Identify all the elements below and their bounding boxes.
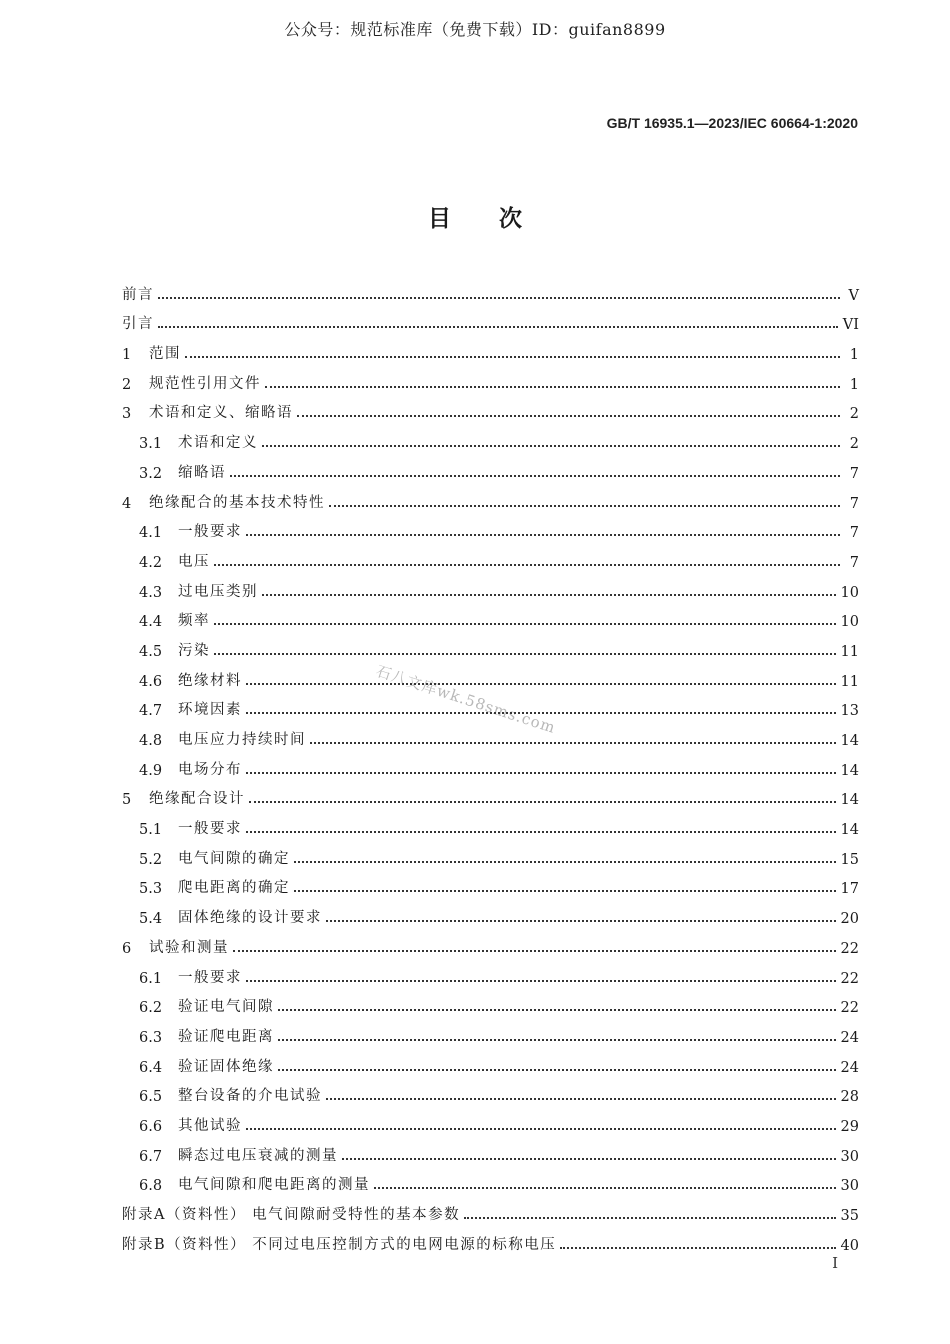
toc-entry-number: 4.5 — [139, 643, 163, 660]
toc-entry[interactable] — [122, 987, 859, 1017]
toc-leader-dots — [262, 593, 836, 596]
toc-entry[interactable] — [122, 957, 859, 987]
toc-entry-label: 前言 — [122, 286, 154, 303]
toc-entry-number: 2 — [122, 376, 132, 393]
toc-entry-number: 6.8 — [139, 1178, 163, 1195]
toc-entry-label: 爬电距离的确定 — [178, 880, 290, 897]
toc-entry[interactable] — [122, 1135, 859, 1165]
toc-entry-label: 过电压类别 — [178, 583, 258, 600]
toc-leader-dots — [158, 296, 840, 299]
toc-entry[interactable] — [122, 422, 859, 452]
toc-entry-page: 1 — [849, 376, 859, 393]
toc-entry[interactable] — [122, 1076, 859, 1106]
toc-leader-dots — [326, 1097, 836, 1100]
toc-entry-label: 电气间隙的确定 — [178, 850, 290, 867]
toc-entry-label: 整台设备的介电试验 — [178, 1088, 322, 1105]
toc-entry-number: 6.7 — [139, 1148, 163, 1165]
toc-leader-dots — [214, 652, 836, 655]
toc-leader-dots — [233, 949, 836, 952]
toc-leader-dots — [158, 325, 838, 328]
toc-entry[interactable] — [122, 393, 859, 423]
toc-entry-page: 10 — [840, 614, 859, 631]
toc-entry-page: 15 — [840, 851, 859, 868]
toc-entry-number: 5.4 — [139, 911, 163, 928]
toc-entry-page: 24 — [840, 1059, 859, 1076]
toc-leader-dots — [297, 414, 840, 417]
toc-leader-dots — [246, 682, 836, 685]
toc-entry-page: 30 — [840, 1148, 859, 1165]
toc-entry-label: 附录A（资料性） 电气间隙耐受特性的基本参数 — [122, 1207, 461, 1223]
toc-entry-page: 29 — [840, 1118, 859, 1135]
toc-entry[interactable] — [122, 1194, 859, 1224]
toc-entry-label: 术语和定义、缩略语 — [149, 405, 293, 422]
toc-entry-page: 7 — [849, 554, 859, 571]
toc-entry-number: 4.8 — [139, 733, 163, 749]
standard-code: GB/T 16935.1—2023/IEC 60664-1:2020 — [606, 115, 858, 131]
toc-entry[interactable] — [122, 1046, 859, 1076]
toc-entry-number: 6 — [122, 940, 132, 957]
toc-leader-dots — [374, 1186, 836, 1189]
toc-entry-label: 电场分布 — [178, 761, 242, 778]
toc-entry-page: VI — [842, 317, 859, 334]
toc-entry[interactable] — [122, 274, 859, 304]
toc-entry-number: 4.2 — [139, 554, 163, 571]
watermark: 石八文库wk.58sms.com — [373, 661, 559, 738]
toc-entry-page: 7 — [849, 465, 859, 482]
toc-entry-number: 5.3 — [139, 881, 163, 898]
toc-leader-dots — [265, 385, 840, 388]
toc-entry-page: 7 — [849, 495, 859, 512]
toc-entry-number: 6.1 — [139, 970, 163, 987]
toc-leader-dots — [214, 563, 840, 566]
toc-entry-number: 6.2 — [139, 1000, 163, 1017]
toc-entry-page: 35 — [840, 1208, 859, 1224]
toc-leader-dots — [329, 504, 840, 507]
toc-entry-page: 11 — [840, 643, 859, 660]
page-title: 目次 — [428, 206, 570, 232]
toc-leader-dots — [278, 1008, 836, 1011]
toc-entry[interactable] — [122, 601, 859, 631]
toc-entry-page: 2 — [849, 406, 859, 423]
toc-entry-page: 11 — [840, 673, 859, 690]
toc-entry[interactable] — [122, 363, 859, 393]
toc-entry-page: 22 — [840, 970, 859, 987]
toc-entry-page: 40 — [840, 1237, 859, 1254]
toc-leader-dots — [294, 889, 836, 892]
toc-leader-dots — [246, 533, 840, 536]
toc-entry-label: 污染 — [178, 642, 210, 659]
toc-entry-label: 验证爬电距离 — [178, 1028, 274, 1045]
toc-entry-page: 30 — [840, 1178, 859, 1195]
toc-entry-number: 6.3 — [139, 1029, 163, 1046]
toc-entry-page: 22 — [840, 1000, 859, 1017]
toc-entry-label: 术语和定义 — [178, 435, 258, 452]
toc-leader-dots — [246, 1127, 836, 1130]
toc-leader-dots — [464, 1216, 835, 1219]
toc-leader-dots — [230, 474, 840, 477]
toc-entry-label: 一般要求 — [178, 969, 242, 986]
toc-entry-page: 17 — [840, 881, 859, 898]
toc-entry[interactable] — [122, 1105, 859, 1135]
toc-entry-page: 2 — [849, 436, 859, 453]
toc-entry[interactable] — [122, 660, 859, 690]
toc-leader-dots — [214, 622, 836, 625]
toc-entry[interactable] — [122, 1165, 859, 1195]
table-of-contents — [122, 274, 859, 1254]
toc-entry-page: 14 — [840, 822, 859, 839]
toc-leader-dots — [246, 979, 836, 982]
toc-leader-dots — [560, 1246, 835, 1249]
toc-entry-label: 绝缘配合设计 — [149, 791, 245, 808]
toc-entry-label: 环境因素 — [178, 702, 242, 719]
toc-leader-dots — [278, 1038, 836, 1041]
toc-entry-number: 4.3 — [139, 584, 163, 601]
toc-entry-label: 电气间隙和爬电距离的测量 — [178, 1177, 370, 1194]
toc-leader-dots — [249, 800, 836, 803]
toc-entry-label: 附录B（资料性） 不同过电压控制方式的电网电源的标称电压 — [122, 1236, 557, 1253]
toc-leader-dots — [185, 355, 840, 358]
toc-entry-label: 电压应力持续时间 — [178, 732, 306, 748]
toc-entry[interactable] — [122, 1016, 859, 1046]
header-note: 公众号：规范标准库（免费下载）ID：guifan8899 — [284, 20, 666, 39]
toc-entry-label: 范围 — [149, 346, 181, 363]
toc-entry-page: 14 — [840, 762, 859, 779]
toc-entry[interactable] — [122, 512, 859, 542]
toc-entry-label: 规范性引用文件 — [149, 375, 261, 392]
toc-entry-label: 缩略语 — [178, 464, 226, 481]
toc-entry-number: 4.1 — [139, 525, 163, 542]
toc-entry-number: 3.2 — [139, 465, 163, 482]
toc-entry-page: 1 — [849, 347, 859, 364]
toc-entry[interactable] — [122, 749, 859, 779]
toc-leader-dots — [326, 919, 836, 922]
toc-entry-page: 10 — [840, 584, 859, 601]
toc-entry-label: 瞬态过电压衰减的测量 — [178, 1147, 338, 1164]
toc-entry[interactable] — [122, 1224, 859, 1254]
toc-leader-dots — [294, 860, 836, 863]
toc-entry[interactable] — [122, 838, 859, 868]
toc-entry[interactable] — [122, 304, 859, 334]
toc-entry-label: 验证固体绝缘 — [178, 1058, 274, 1075]
toc-entry-number: 1 — [122, 347, 132, 364]
toc-entry[interactable] — [122, 719, 859, 749]
toc-entry[interactable] — [122, 897, 859, 927]
toc-entry-label: 频率 — [178, 613, 210, 630]
page-number: I — [832, 1254, 838, 1272]
toc-entry[interactable] — [122, 808, 859, 838]
toc-entry-label: 电压 — [178, 553, 210, 570]
toc-entry-label: 试验和测量 — [149, 939, 229, 956]
toc-entry[interactable] — [122, 452, 859, 482]
toc-entry[interactable] — [122, 927, 859, 957]
toc-entry[interactable] — [122, 571, 859, 601]
toc-entry[interactable] — [122, 630, 859, 660]
toc-entry-number: 4 — [122, 495, 132, 512]
toc-leader-dots — [278, 1068, 836, 1071]
toc-entry[interactable] — [122, 541, 859, 571]
toc-entry-page: 14 — [840, 733, 859, 749]
toc-entry-page: 14 — [840, 792, 859, 809]
toc-entry-page: 22 — [840, 940, 859, 957]
toc-entry-number: 6.5 — [139, 1089, 163, 1106]
toc-entry-number: 6.4 — [139, 1059, 163, 1076]
toc-entry-page: 24 — [840, 1029, 859, 1046]
toc-leader-dots — [310, 741, 836, 744]
toc-entry-number: 4.4 — [139, 614, 163, 631]
toc-entry-number: 4.9 — [139, 762, 163, 779]
toc-entry[interactable] — [122, 868, 859, 898]
toc-entry-number: 6.6 — [139, 1118, 163, 1135]
toc-entry-label: 其他试验 — [178, 1117, 242, 1134]
toc-entry-label: 一般要求 — [178, 821, 242, 838]
toc-leader-dots — [262, 444, 840, 447]
toc-entry-label: 绝缘材料 — [178, 672, 242, 689]
toc-entry[interactable] — [122, 779, 859, 809]
toc-entry-label: 引言 — [122, 316, 154, 333]
toc-entry-number: 5.2 — [139, 851, 163, 868]
toc-entry-page: 7 — [849, 525, 859, 542]
toc-entry-label: 一般要求 — [178, 524, 242, 541]
toc-leader-dots — [342, 1157, 836, 1160]
toc-entry-number: 3 — [122, 406, 132, 423]
toc-entry-number: 4.6 — [139, 673, 163, 690]
toc-leader-dots — [246, 830, 836, 833]
toc-entry-label: 固体绝缘的设计要求 — [178, 910, 322, 927]
toc-entry-page: 20 — [840, 911, 859, 928]
toc-entry-label: 验证电气间隙 — [178, 999, 274, 1016]
toc-entry[interactable] — [122, 482, 859, 512]
toc-entry-label: 绝缘配合的基本技术特性 — [149, 494, 325, 511]
toc-entry-number: 4.7 — [139, 703, 163, 720]
toc-entry-number: 5.1 — [139, 822, 163, 839]
toc-entry-number: 5 — [122, 792, 132, 809]
toc-entry[interactable] — [122, 690, 859, 720]
toc-leader-dots — [246, 771, 836, 774]
toc-leader-dots — [246, 711, 836, 714]
toc-entry-number: 3.1 — [139, 436, 163, 453]
toc-entry[interactable] — [122, 333, 859, 363]
toc-entry-page: V — [848, 287, 859, 304]
toc-entry-page: 28 — [840, 1089, 859, 1106]
toc-entry-page: 13 — [840, 703, 859, 720]
